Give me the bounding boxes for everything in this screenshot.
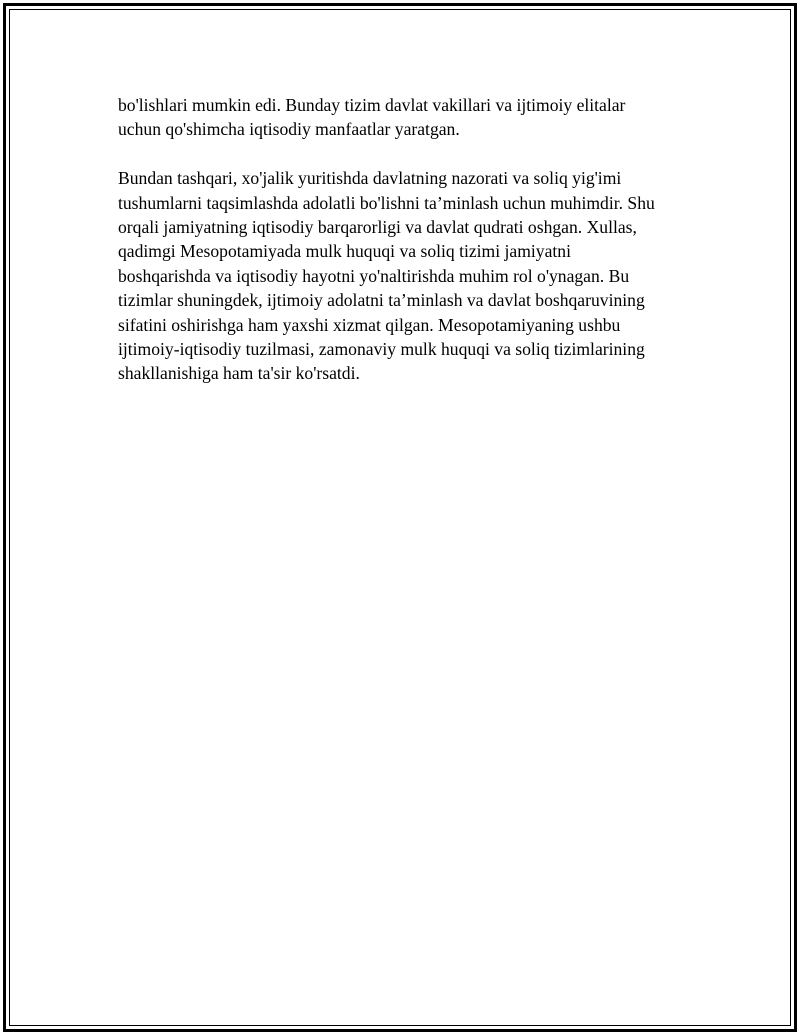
text-line: orqali jamiyatning iqtisodiy barqarorligi va davlat qudrati oshgan. Xullas, — [118, 217, 637, 238]
document-body — [118, 93, 688, 386]
text-line: tushumlarni taqsimlashda adolatli bo'lishni ta’minlash uchun muhimdir. Shu — [118, 192, 655, 213]
text-line: boshqarishda va iqtisodiy hayotni yo'naltirishda muhim rol o'ynagan. Bu — [118, 265, 630, 286]
text-line: qadimgi Mesopotamiyada mulk huquqi va soliq tizimi jamiyatni — [118, 241, 571, 262]
text-line: bo'lishlari mumkin edi. Bunday tizim davlat vakillari va ijtimoiy elitalar — [118, 95, 626, 115]
paragraph-1 — [118, 93, 688, 142]
text-line: sifatini oshirishga ham yaxshi xizmat qilgan. Mesopotamiyaning ushbu — [118, 314, 621, 335]
text-line: ijtimoiy-iqtisodiy tuzilmasi, zamonaviy mulk huquqi va soliq tizimlarining — [118, 339, 645, 360]
text-line: Bundan tashqari, xo'jalik yuritishda davlatning nazorati va soliq yig'imi — [118, 168, 622, 189]
text-line: shakllanishiga ham ta'sir ko'rsatdi. — [118, 363, 360, 384]
paragraph-2 — [118, 166, 688, 386]
text-line: tizimlar shuningdek, ijtimoiy adolatni ta’minlash va davlat boshqaruvining — [118, 290, 645, 311]
text-line: uchun qo'shimcha iqtisodiy manfaatlar yaratgan. — [118, 119, 460, 140]
